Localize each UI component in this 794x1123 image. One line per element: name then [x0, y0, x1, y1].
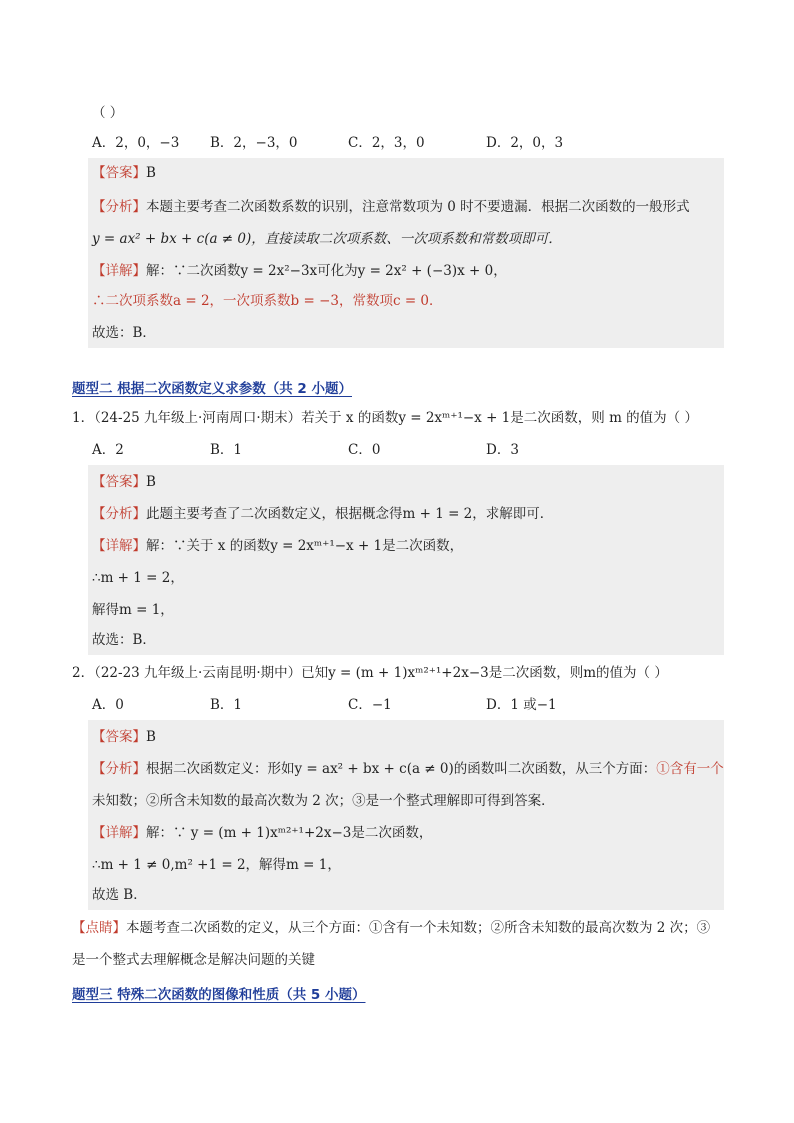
solution-box: [88, 465, 724, 655]
analysis-line-2: 未知数；②所含未知数的最高次数为 2 次；③是一个整式理解即可得到答案．: [92, 793, 555, 809]
analysis-tag: 【分析】: [92, 199, 146, 215]
answer-line: [92, 728, 156, 746]
option-b: B．2，−3，0: [210, 135, 298, 151]
comment-text: 本题考查二次函数的定义，从三个方面：①含有一个未知数；②所含未知数的最高次数为 2 次；③: [126, 920, 711, 936]
comment-line-2: 是一个整式去理解概念是解决问题的关键: [72, 952, 315, 968]
comment-tag: 【点睛】: [72, 920, 126, 936]
detail-line-3: 解得m = 1，: [92, 602, 174, 618]
analysis-line-2: y = ax² + bx + c(a ≠ 0)，直接读取二次项系数、一次项系数和常数项即可．: [92, 231, 562, 247]
detail-line-4: 故选：B．: [92, 632, 156, 648]
question-paren: （ ）: [92, 105, 124, 121]
answer-tag: 【答案】: [92, 729, 146, 745]
option-d: D．3: [486, 442, 519, 458]
analysis-text: 本题主要考查二次函数系数的识别，注意常数项为 0 时不要遗漏．根据二次函数的一般形式: [146, 199, 690, 215]
section-title: 题型三 特殊二次函数的图像和性质（共 5 小题）: [72, 987, 366, 1003]
analysis-text: 根据二次函数定义：形如y = ax² + bx + c(a ≠ 0)的函数叫二次函数，从三个方面：: [146, 761, 657, 777]
analysis-tag: 【分析】: [92, 506, 146, 522]
option-d: D．1 或−1: [486, 697, 557, 713]
option-a: A．2: [92, 442, 124, 458]
option-c: C．0: [348, 442, 381, 458]
detail-line-2: ∴二次项系数a = 2，一次项系数b = −3，常数项c = 0．: [92, 293, 443, 309]
analysis-tag: 【分析】: [92, 761, 146, 777]
option-a: A．2，0，−3: [92, 135, 180, 151]
option-c: C．−1: [348, 697, 392, 713]
detail-text: 解：∵ y = (m + 1)xᵐ²⁺¹+2x−3是二次函数，: [146, 825, 433, 841]
answer-tag: 【答案】: [92, 474, 146, 490]
option-c: C．2，3，0: [348, 135, 425, 151]
solution-box: [88, 720, 724, 910]
answer-line: [92, 473, 156, 491]
detail-line-2: ∴m + 1 = 2，: [92, 570, 184, 586]
solution-box: [88, 158, 724, 348]
option-a: A．0: [92, 697, 124, 713]
detail-line-3: 故选：B．: [92, 325, 156, 341]
answer-value: B: [146, 474, 156, 490]
question-stem: 2．（22-23 九年级上·云南昆明·期中）已知y = (m + 1)xᵐ²⁺¹+2x−3是二次函数，则m的值为（ ）: [72, 665, 668, 681]
question-stem: 1．（24-25 九年级上·河南周口·期末）若关于 x 的函数y = 2xᵐ⁺¹−x + 1是二次函数，则 m 的值为（ ）: [72, 410, 698, 426]
detail-line-3: 故选 B．: [92, 887, 147, 903]
answer-line: [92, 164, 156, 182]
detail-line-2: ∴m + 1 ≠ 0,m² +1 = 2，解得m = 1，: [92, 857, 341, 873]
detail-tag: 【详解】: [92, 538, 146, 554]
detail-text: 解：∵二次函数y = 2x²−3x可化为y = 2x² + (−3)x + 0，: [146, 263, 507, 279]
option-b: B．1: [210, 697, 243, 713]
option-d: D．2，0，3: [486, 135, 564, 151]
answer-value: B: [146, 729, 156, 745]
analysis-line-1: [92, 505, 553, 523]
analysis-highlight: ①含有一个: [656, 761, 724, 777]
detail-text: 解：∵关于 x 的函数y = 2xᵐ⁺¹−x + 1是二次函数，: [146, 538, 464, 554]
detail-line-1: [92, 262, 507, 280]
detail-tag: 【详解】: [92, 263, 146, 279]
section-title: 题型二 根据二次函数定义求参数（共 2 小题）: [72, 381, 352, 397]
detail-tag: 【详解】: [92, 825, 146, 841]
option-b: B．1: [210, 442, 243, 458]
analysis-text: 此题主要考查了二次函数定义，根据概念得m + 1 = 2，求解即可．: [146, 506, 554, 522]
analysis-line-1: [92, 198, 690, 216]
answer-value: B: [146, 165, 156, 181]
comment-line-1: [72, 919, 710, 937]
detail-line-1: [92, 824, 432, 842]
detail-line-1: [92, 537, 463, 555]
answer-tag: 【答案】: [92, 165, 146, 181]
analysis-line-1: [92, 760, 724, 778]
